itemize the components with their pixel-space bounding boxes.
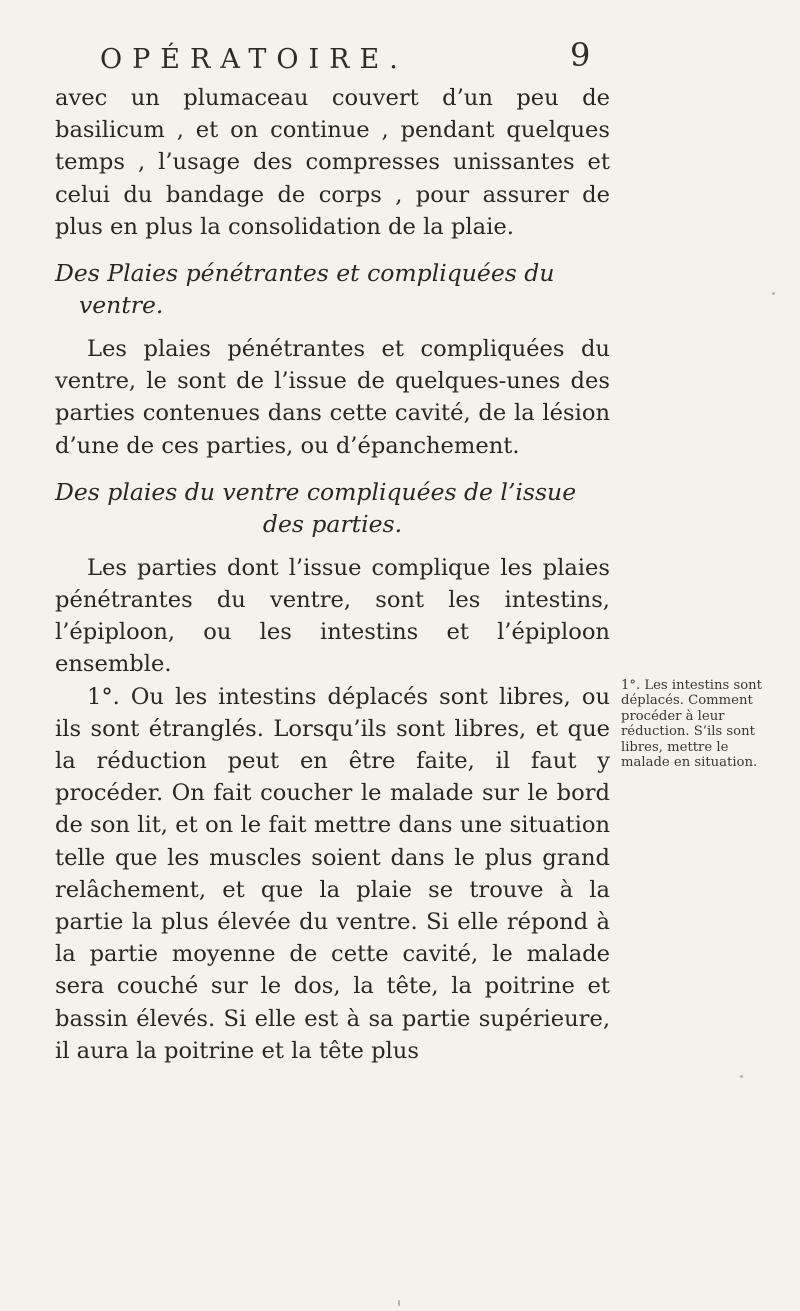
page-number: 9	[570, 36, 591, 74]
paragraph-parties: Les parties dont l’issue complique les plaies pénétrantes du ventre, sont les intestins, l’épiploon, ou les intestins et l’épiploon ensemble.	[55, 554, 610, 678]
main-text-column	[55, 82, 610, 1067]
running-head: OPÉRATOIRE.	[100, 44, 408, 75]
paragraph-definition: Les plaies pénétrantes et compliquées du ventre, le sont de l’issue de quelques-unes des parties contenues dans cette cavité, de la lésion d’une de ces parties, ou d’épanchement.	[55, 336, 610, 459]
section-heading-issue-des-parties	[55, 476, 610, 540]
heading-line-2: des parties.	[262, 509, 403, 538]
paragraph-intestins: 1°. Ou les intestins déplacés sont libres, ou ils sont étranglés. Lorsqu’ils sont libres, et que la réduction peut en être faite, il faut y procéder. On fait coucher le malade sur le bord de son lit, et on le fait mettre dans une situation telle que les muscles soient dans le plus grand relâchement, et que la plaie se trouve à la partie la plus élevée du ventre. Si elle répond à la partie moyenne de cette cavité, le malade sera couché sur le dos, la tête, la poitrine et bassin élevés. Si elle est à sa partie supérieure, il aura la poitrine et la tête plus	[55, 683, 610, 1064]
heading-line-1: Des Plaies pénétrantes et compliquées du	[55, 259, 555, 288]
heading-line-2: ventre.	[79, 291, 164, 320]
margin-note: 1°. Les intestins sont déplacés. Comment procéder à leur réduction. S’ils sont libres, mettre le malade en situation.	[621, 678, 762, 771]
section-heading-plaies-penetrantes	[55, 257, 610, 321]
paragraph-continuation: avec un plumaceau couvert d’un peu de basilicum , et on continue , pendant quelques temps , l’usage des compresses unissantes et celui du bandage de corps , pour assurer de plus en plus la consolidation de la plaie.	[55, 85, 610, 240]
heading-line-1: Des plaies du ventre compliquées de l’issue	[55, 477, 577, 506]
paper-speck	[740, 1075, 743, 1078]
paper-speck	[398, 1300, 400, 1306]
paper-speck	[772, 292, 775, 295]
